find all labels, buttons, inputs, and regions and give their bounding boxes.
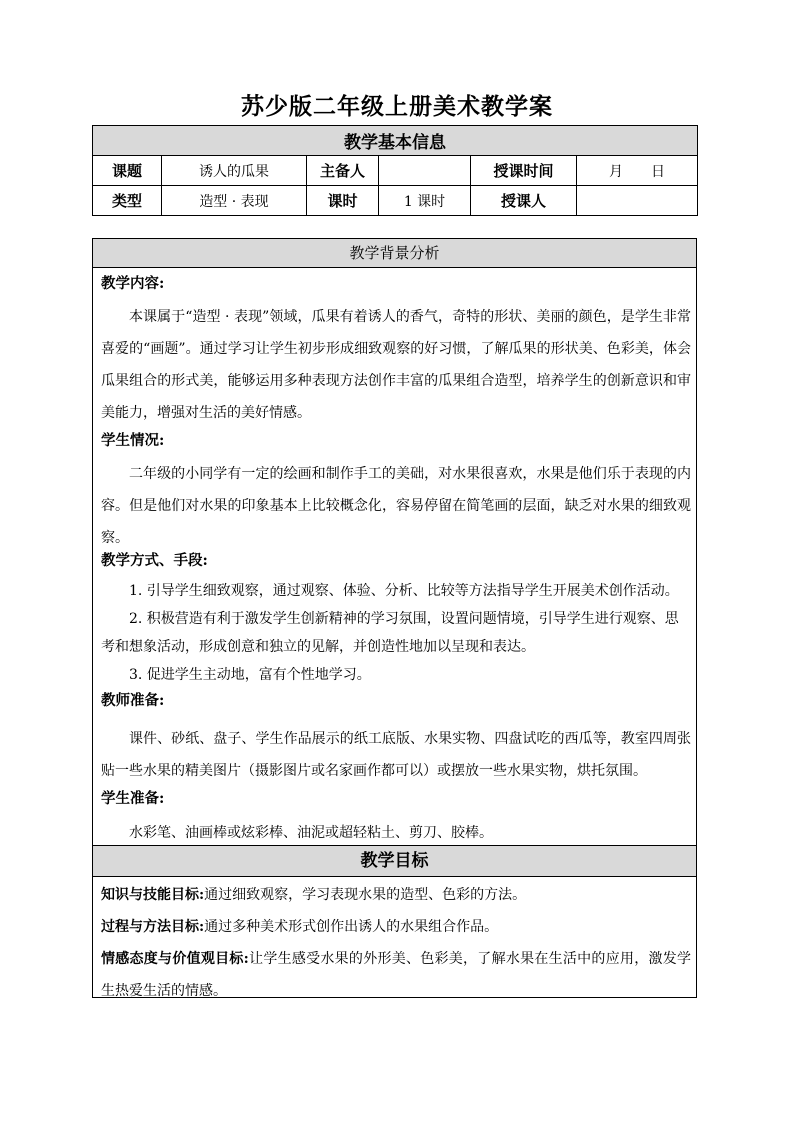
goal-knowledge-label: 知识与技能目标:: [101, 887, 205, 903]
student-situation-section: [101, 429, 691, 554]
goal-emotion-label: 情感态度与价值观目标:: [101, 951, 249, 967]
teaching-method-heading: 教学方式、手段:: [101, 552, 208, 569]
method-item-1: 1. 引导学生细致观察，通过观察、体验、分析、比较等方法指导学生开展美术创作活动。: [129, 583, 679, 599]
label-periods: 课时: [307, 186, 379, 216]
teaching-content-section: [101, 272, 691, 429]
teaching-method-section: [101, 549, 691, 689]
document-title: 苏少版二年级上册美术教学案: [241, 93, 553, 120]
teaching-content-heading: 教学内容:: [101, 275, 165, 292]
goal-knowledge-text: 通过细致观察，学习表现水果的造型、色彩的方法。: [204, 887, 527, 903]
teacher-prep-heading: 教师准备:: [101, 692, 165, 709]
method-item-2: 2. 积极营造有利于激发学生创新精神的学习氛围，设置问题情境，引导学生进行观察、思考和想象活动，形成创意和独立的见解，并创造性地加以呈现和表达。: [101, 611, 679, 655]
basic-info-header: 教学基本信息: [93, 126, 698, 156]
label-topic: 课题: [93, 156, 162, 186]
teaching-goals-section: [101, 879, 691, 1007]
value-periods: 1 课时: [379, 186, 471, 216]
method-item-3: 3. 促进学生主动地，富有个性地学习。: [129, 667, 371, 683]
goal-emotion-text: 让学生感受水果的外形美、色彩美，了解水果在生活中的应用，激发学生热爱生活的情感。: [101, 951, 691, 999]
value-class-time: 月 日: [577, 156, 698, 186]
student-prep-heading: 学生准备:: [101, 790, 165, 807]
goal-emotion: [101, 943, 691, 1007]
teacher-prep-text: 课件、砂纸、盘子、学生作品展示的纸工底版、水果实物、四盘试吃的西瓜等，教室四周张贴一些水果的精美图片（摄影图片或名家画作都可以）或摆放一些水果实物，烘托氛围。: [101, 731, 691, 779]
student-prep-section: [101, 787, 691, 849]
label-class-time: 授课时间: [471, 156, 577, 186]
value-teacher: [577, 186, 698, 216]
teacher-prep-section: [101, 689, 691, 787]
value-preparer: [379, 156, 471, 186]
student-prep-text: 水彩笔、油画棒或炫彩棒、油泥或超轻粘土、剪刀、胶棒。: [129, 825, 493, 841]
label-preparer: 主备人: [307, 156, 379, 186]
goal-process: [101, 911, 691, 943]
basic-info-table: [92, 125, 698, 216]
goal-process-label: 过程与方法目标:: [101, 919, 205, 935]
label-teacher: 授课人: [471, 186, 577, 216]
background-analysis-header: 教学背景分析: [93, 239, 696, 268]
teaching-content-text: 本课属于“造型 · 表现”领域，瓜果有着诱人的香气，奇特的形状、美丽的颜色，是学生非常喜爱的“画题”。通过学习让学生初步形成细致观察的好习惯，了解瓜果的形状美、色彩美，体会瓜果组合的形式美，能够运用多种表现方法创作丰富的瓜果组合造型，培养学生的创新意识和审美能力，增强对生活的美好情感。: [101, 309, 691, 421]
goal-process-text: 通过多种美术形式创作出诱人的水果组合作品。: [204, 919, 499, 935]
student-situation-text: 二年级的小同学有一定的绘画和制作手工的美础，对水果很喜欢，水果是他们乐于表现的内容。但是他们对水果的印象基本上比较概念化，容易停留在简笔画的层面，缺乏对水果的细致观察。: [101, 466, 691, 546]
student-situation-heading: 学生情况:: [101, 432, 165, 449]
teaching-goals-header: 教学目标: [93, 845, 696, 877]
value-type: 造型 · 表现: [162, 186, 307, 216]
lesson-plan-body: [92, 238, 697, 998]
label-type: 类型: [93, 186, 162, 216]
goal-knowledge: [101, 879, 691, 911]
value-topic: 诱人的瓜果: [162, 156, 307, 186]
